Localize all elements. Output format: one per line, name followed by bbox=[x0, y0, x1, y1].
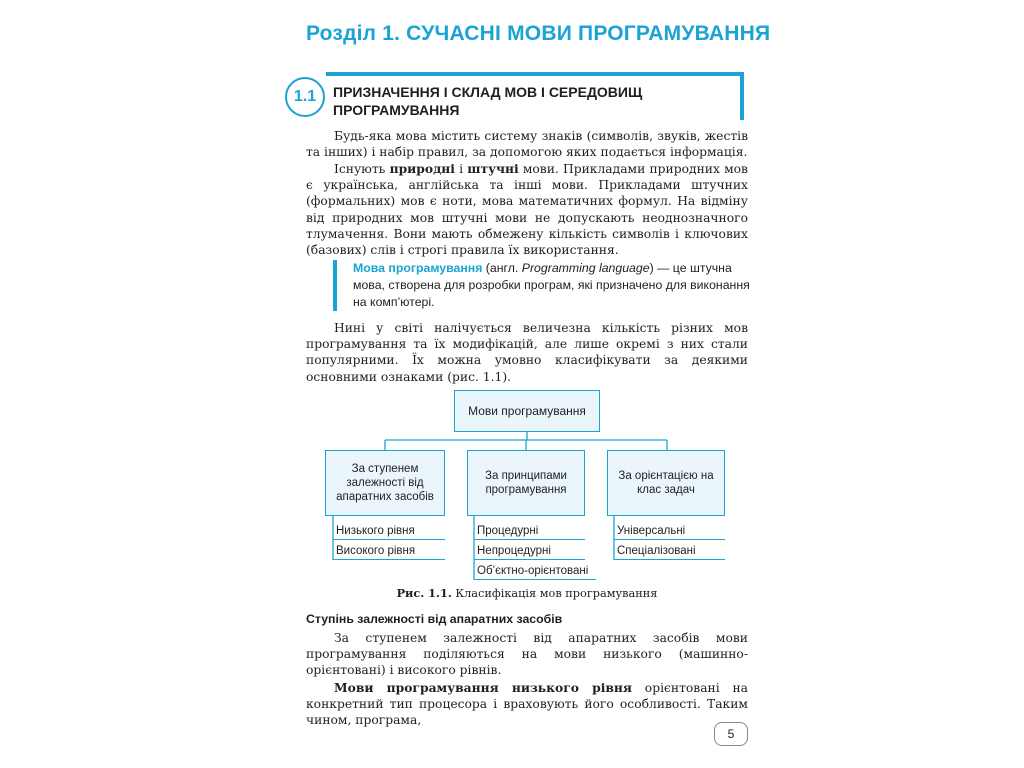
diagram-leaf: Універсальні bbox=[614, 520, 725, 540]
diagram-leaf: Процедурні bbox=[474, 520, 585, 540]
diagram-leaf: Низького рівня bbox=[333, 520, 445, 540]
diagram-category-principles: За принципами програмування bbox=[467, 450, 585, 516]
definition-term: Мова програмування bbox=[353, 261, 483, 275]
subsection-title: Ступінь залежності від апаратних засобів bbox=[306, 612, 563, 626]
diagram-root-box: Мови програмування bbox=[454, 390, 600, 432]
diagram-category-task-class: За орієнтацією на клас задач bbox=[607, 450, 725, 516]
paragraph-intro: Будь-яка мова містить систему знаків (символів, звуків, жестів та інших) і набір правил, за допомогою яких подається інформація. bbox=[306, 129, 748, 160]
diagram-leaf: Високого рівня bbox=[333, 540, 445, 560]
paragraph-low-level: Мови програмування низького рівня орієнтовані на конкретний тип процесора і враховують його особливості. Таким чином, програма, bbox=[306, 680, 748, 728]
page-number: 5 bbox=[714, 722, 748, 746]
diagram-leaf: Спеціалізовані bbox=[614, 540, 725, 560]
diagram-category-hardware: За ступенем залежності від апаратних засобів bbox=[325, 450, 445, 516]
figure-caption: Рис. 1.1. Класифікація мов програмування bbox=[396, 586, 658, 600]
paragraph-natural-artificial: Існують природні і штучні мови. Прикладами природних мов є українська, англійська та інші мови. Прикладами штучних (формальних) мов є ноти, мова математичних формул. На відміну від природних мов штучні мови не допускають неоднозначного тлумачення. Вони мають обмежену кількість символів і ключових (базових) слів і строгі правила їх використання. bbox=[306, 161, 748, 258]
section-title: ПРИЗНАЧЕННЯ І СКЛАД МОВ І СЕРЕДОВИЩ ПРОГРАМУВАННЯ bbox=[333, 84, 643, 118]
paragraph-hardware-dependence: За ступенем залежності від апаратних засобів мови програмування поділяються на мови низького (машинно-орієнтовані) і високого рівнів. bbox=[306, 631, 748, 678]
diagram-leaf: Об’єктно-орієнтовані bbox=[474, 560, 596, 580]
diagram-leaf: Непроцедурні bbox=[474, 540, 585, 560]
section-frame-top bbox=[326, 72, 744, 76]
definition-block: Мова програмування (англ. Programming language) — це штучна мова, створена для розробки програм, які призначено для виконання на комп’ютері. bbox=[333, 260, 765, 311]
paragraph-languages-count: Нині у світі налічується величезна кількість різних мов програмування та їх модифікацій, але лише окремі з них стали популярними. Їх можна умовно класифікувати за деякими основними ознаками (рис. 1.1). bbox=[306, 321, 748, 384]
section-number-badge: 1.1 bbox=[285, 77, 325, 117]
section-frame-right bbox=[740, 72, 744, 120]
chapter-title: Розділ 1. СУЧАСНІ МОВИ ПРОГРАМУВАННЯ bbox=[306, 22, 771, 45]
